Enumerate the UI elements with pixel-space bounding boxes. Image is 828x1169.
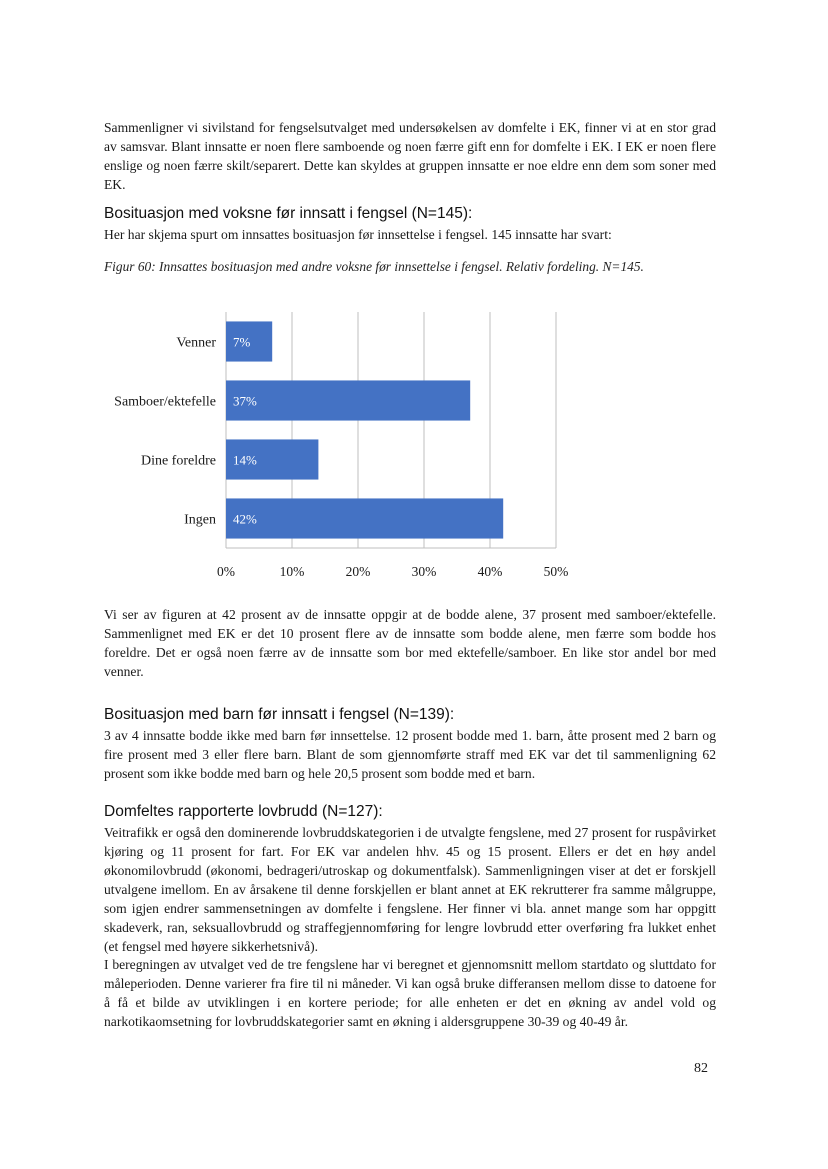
bar-value-label: 37%	[233, 393, 257, 409]
section-text-adults: Her har skjema spurt om innsattes bosituasjon før innsettelse i fengsel. 145 innsatte har svart:	[104, 227, 612, 242]
chart-bars	[226, 321, 503, 538]
x-tick-label: 40%	[477, 564, 503, 579]
section-text-children: 3 av 4 innsatte bodde ikke med barn før innsettelse. 12 prosent bodde med 1. barn, åtte prosent med 2 barn og fire prosent med 3 eller flere barn. Blant de som gjennomførte straff med EK var det til sammenligning 62 prosent som ikke bodde med barn og hele 20,5 prosent som bodde med et barn.	[104, 728, 716, 781]
section-heading-adults: Bosituasjon med voksne før innsatt i fengsel (N=145):	[104, 205, 473, 222]
x-tick-label: 50%	[543, 564, 569, 579]
section-heading-offenses: Domfeltes rapporterte lovbrudd (N=127):	[104, 803, 383, 820]
bar-value-label: 7%	[233, 334, 251, 350]
section-text-offenses: Veitrafikk er også den dominerende lovbruddskategorien i de utvalgte fengslene, med 27 prosent for ruspåvirket kjøring og 11 prosent for fart. For EK var andelen hhv. 45 og 15 prosent. Ellers er det en høy andel økonomilovbrudd (økonomi, bedrageri/utroskap og dokumentfalsk). Sammenligningen viser at det er forskjell utvalgene imellom. En av årsakene til denne forskjellen er blant annet at EK rekrutterer fra samme målgruppe, som igjen endrer sammensetningen av domfelte i fengslene. Her finner vi bla. annet mange som har oppgitt skadeverk, ran, seksuallovbrudd og straffegjennomføring for lengre lovbrudd etter overføring fra lukket enhet (et fengsel med høyere sikkerhetsnivå).	[104, 825, 716, 954]
x-tick-label: 10%	[279, 564, 305, 579]
bar-value-label: 14%	[233, 452, 257, 468]
intro-paragraph: Sammenligner vi sivilstand for fengselsutvalget med undersøkelsen av domfelte i EK, finner vi at en stor grad av samsvar. Blant innsatte er noen flere samboende og noen færre gift enn for domfelte i EK. I EK er noen flere enslige og noen færre skilt/separert. Dette kan skyldes at gruppen innsatte er noe eldre enn dem som soner med EK.	[104, 120, 716, 192]
page-number: 82	[694, 1061, 708, 1076]
x-tick-label: 0%	[217, 564, 235, 579]
bar	[226, 380, 470, 420]
bar-value-label: 42%	[233, 511, 257, 527]
discussion-paragraph: Vi ser av figuren at 42 prosent av de innsatte oppgir at de bodde alene, 37 prosent med samboer/ektefelle. Sammenlignet med EK er det 10 prosent flere av de innsatte som bodde alene, men færre som bodde hos foreldre. Det er også noen færre av de innsatte som bor med ektefelle/samboer. En like stor andel bor med venner.	[104, 607, 716, 679]
category-label: Venner	[176, 335, 216, 351]
figure-caption: Figur 60: Innsattes bosituasjon med andre voksne før innsettelse i fengsel. Relativ fordeling. N=145.	[104, 259, 644, 274]
x-tick-label: 30%	[411, 564, 437, 579]
section-heading-children: Bosituasjon med barn før innsatt i fengsel (N=139):	[104, 706, 455, 723]
x-tick-label: 20%	[345, 564, 371, 579]
chart-labels	[114, 335, 568, 580]
closing-paragraph: I beregningen av utvalget ved de tre fengslene har vi beregnet et gjennomsnitt mellom startdato og sluttdato for måleperioden. Denne varierer fra fire til ni måneder. Vi kan også bruke differansen mellom disse to datoene for å få et bilde av utviklingen i en kortere periode; for alle enheten er det en økning av andel vold og narkotikaomsetning for lovbruddskategorier samt en økning i aldersgruppene 30-39 og 40-49 år.	[104, 957, 716, 1029]
category-label: Ingen	[184, 512, 216, 528]
bar	[226, 498, 503, 538]
category-label: Dine foreldre	[140, 453, 216, 469]
category-label: Samboer/ektefelle	[114, 394, 216, 410]
